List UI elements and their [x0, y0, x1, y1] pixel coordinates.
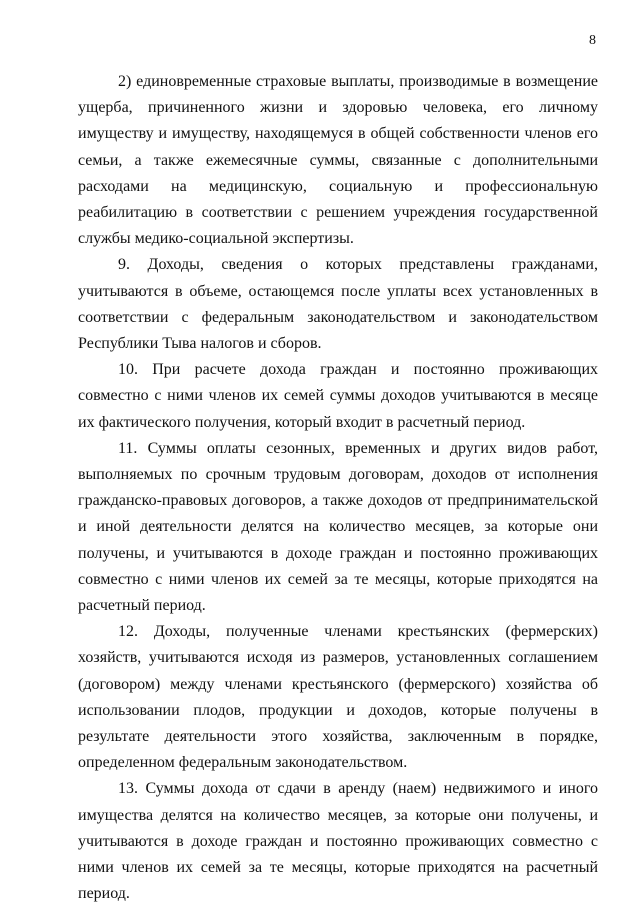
page-number: 8 — [589, 33, 596, 48]
paragraph-9: 9. Доходы, сведения о которых представлены гражданами, учитываются в объеме, остающемся после уплаты всех установленных в соответствии с федеральным законодательством и законодательством Республики Тыва налогов и сборов. — [78, 256, 598, 353]
paragraph-12: 12. Доходы, полученные членами крестьянских (фермерских) хозяйств, учитываются исходя из размеров, установленных соглашением (договором) между членами крестьянского (фермерского) хозяйства об использовании плодов, продукции и доходов, которые получены в результате деятельности этого хозяйства, заключенным в порядке, определенном федеральным законодательством. — [78, 623, 598, 772]
document-body — [78, 69, 598, 908]
paragraph-13: 13. Суммы дохода от сдачи в аренду (наем) недвижимого и иного имущества делятся на количество месяцев, за которые они получены, и учитываются в доходе граждан и постоянно проживающих совместно с ними членов их семей за те месяцы, которые приходятся на расчетный период. — [78, 780, 598, 903]
paragraph-10: 10. При расчете дохода граждан и постоянно проживающих совместно с ними членов их семей суммы доходов учитываются в месяце их фактического получения, который входит в расчетный период. — [78, 361, 598, 431]
paragraph-11: 11. Суммы оплаты сезонных, временных и других видов работ, выполняемых по срочным трудовым договорам, доходов от исполнения гражданско-правовых договоров, а также доходов от предпринимательской и иной деятельности делятся на количество месяцев, за которые они получены, и учитываются в доходе граждан и постоянно проживающих совместно с ними членов их семей за те месяцы, которые приходятся на расчетный период. — [78, 439, 598, 615]
paragraph-item-2: 2) единовременные страховые выплаты, производимые в возмещение ущерба, причиненного жизни и здоровью человека, его личному имуществу и имуществу, находящемуся в общей собственности членов его семьи, а также ежемесячные суммы, связанные с дополнительными расходами на медицинскую, социальную и профессиональную реабилитацию в соответствии с решением учреждения государственной службы медико-социальной экспертизы. — [78, 73, 598, 248]
